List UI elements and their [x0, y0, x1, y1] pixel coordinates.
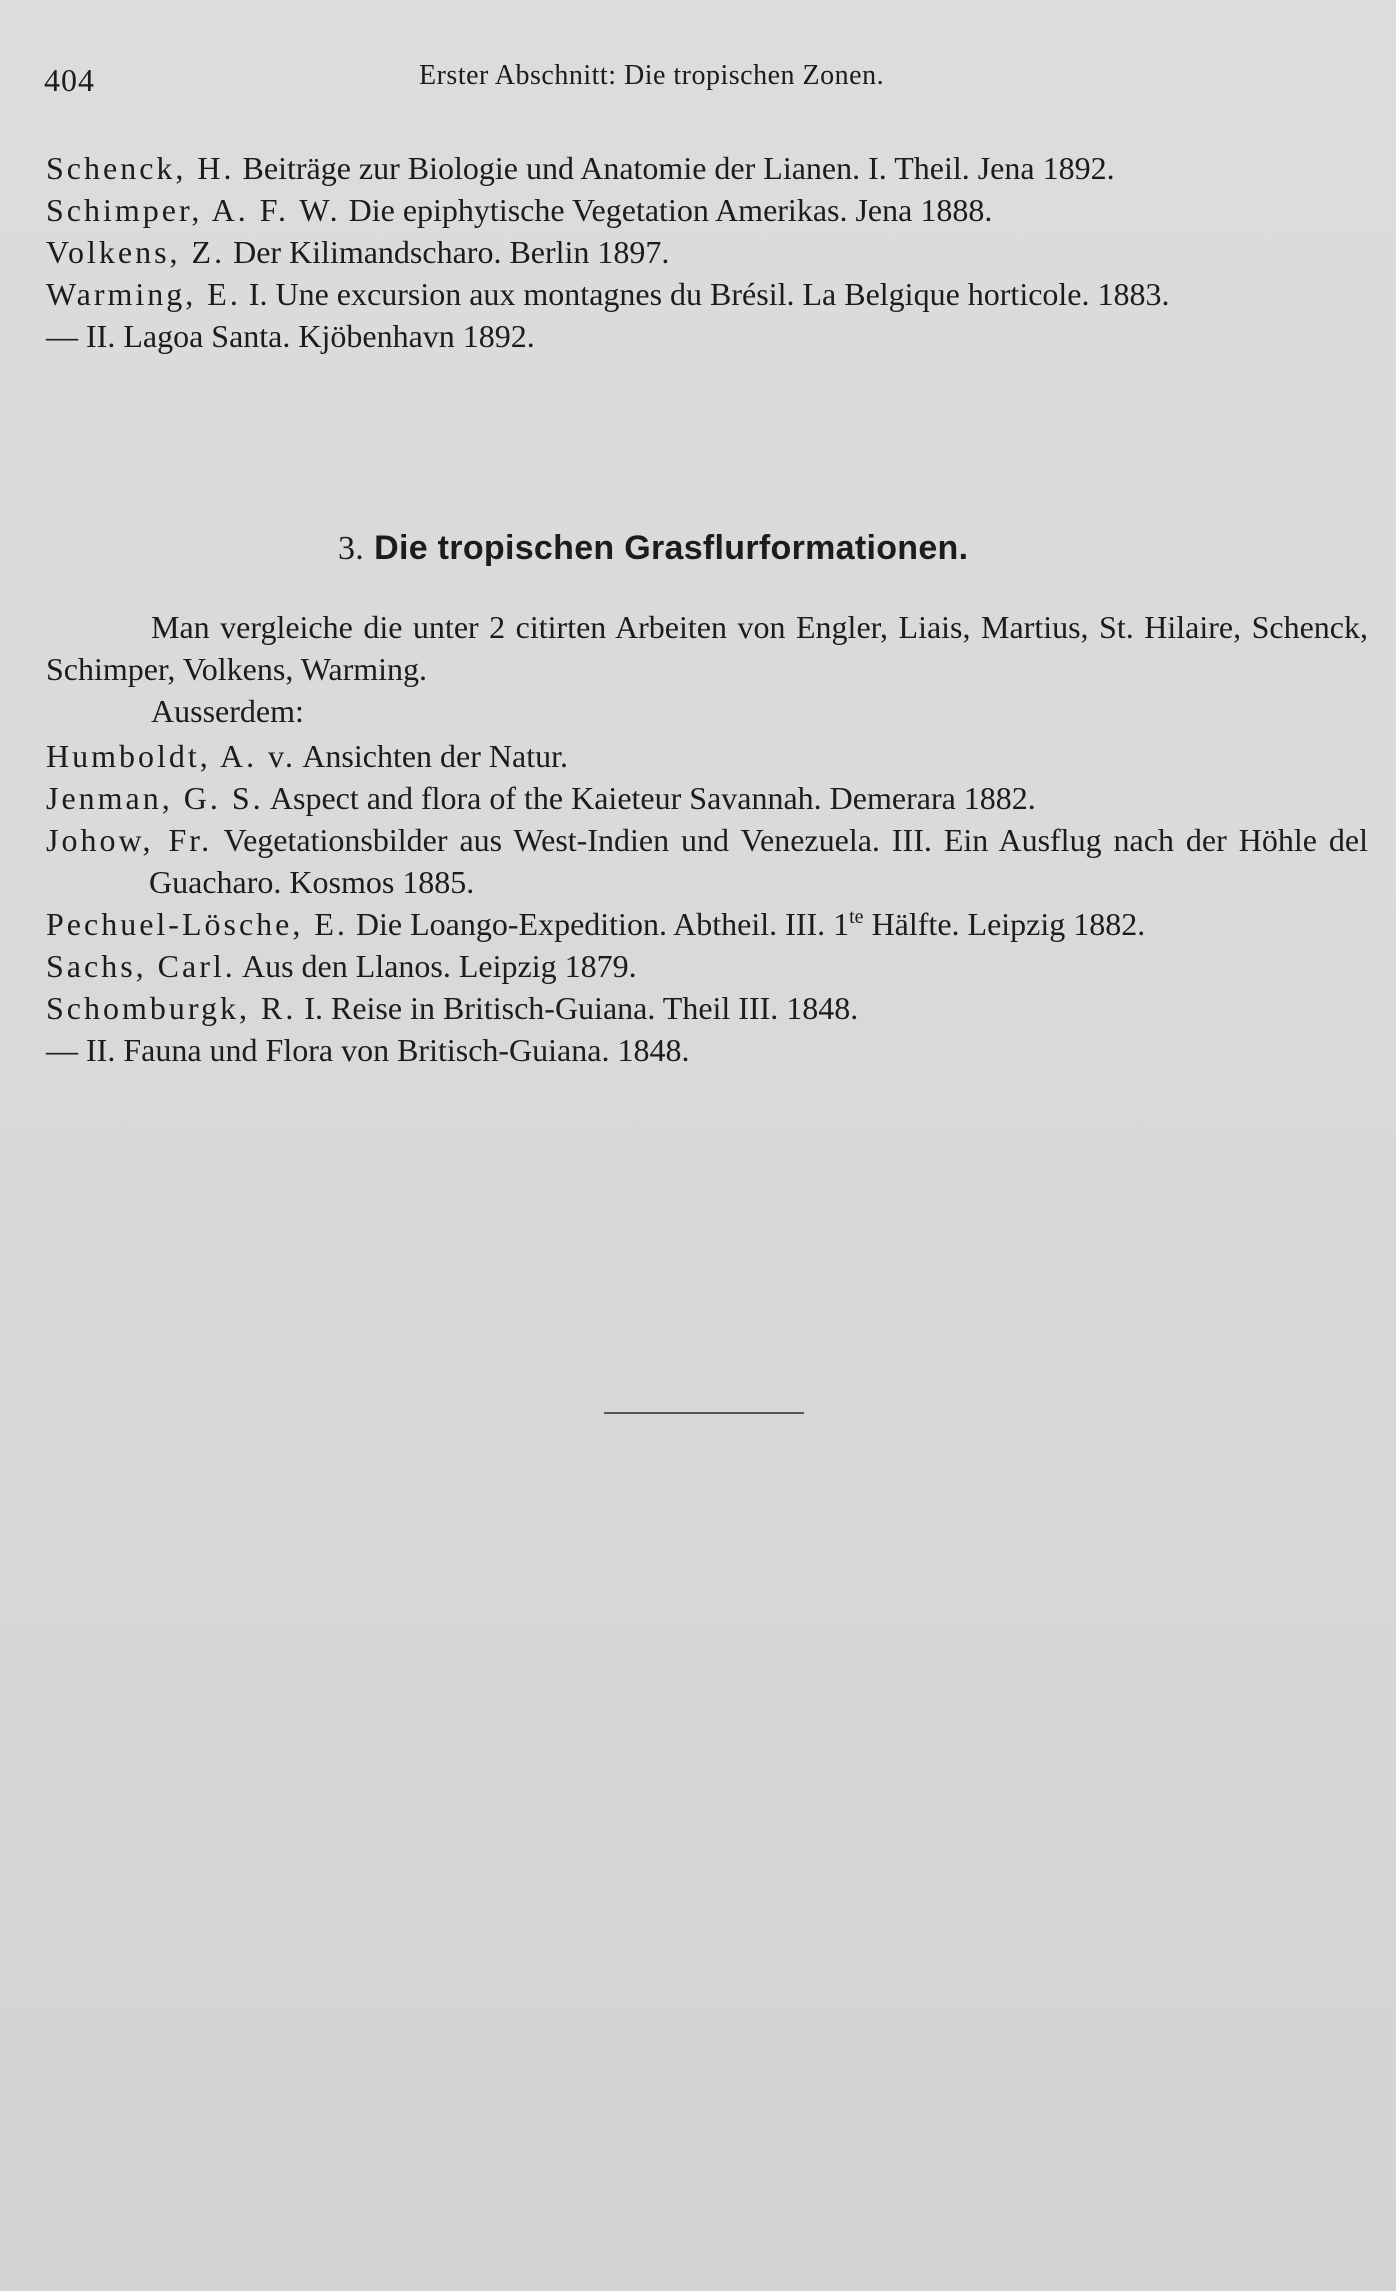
entry-author: Pechuel-Lösche, E.	[46, 906, 348, 942]
entry-author: Jenman, G. S.	[46, 780, 264, 816]
superscript: te	[849, 906, 864, 928]
entry-author: Johow, Fr.	[46, 822, 213, 858]
section-intro	[46, 606, 1368, 732]
entry-text: Aspect and flora of the Kaieteur Savannah. Demerara 1882.	[269, 780, 1036, 816]
entry-text: Beiträge zur Biologie und Anatomie der Lianen. I. Theil. Jena 1892.	[242, 150, 1115, 186]
bibliography-entry	[46, 735, 1368, 777]
bibliography-entry	[46, 147, 1368, 189]
entry-text: II. Lagoa Santa. Kjöbenhavn 1892.	[86, 318, 535, 354]
section-heading	[338, 529, 968, 568]
bibliography-entry	[46, 1029, 1368, 1071]
bibliography-list-1	[46, 147, 1368, 357]
entry-text: II. Fauna und Flora von Britisch-Guiana. 1848.	[86, 1032, 690, 1068]
entry-text: Die epiphytische Vegetation Amerikas. Jena 1888.	[348, 192, 993, 228]
entry-text: Aus den Llanos. Leipzig 1879.	[241, 948, 637, 984]
entry-author: Sachs, Carl.	[46, 948, 236, 984]
entry-author: Schenck, H.	[46, 150, 235, 186]
entry-text: Die Loango-Expedition. Abtheil. III. 1	[355, 906, 850, 942]
entry-author: Schomburgk, R.	[46, 990, 297, 1026]
bibliography-entry	[46, 945, 1368, 987]
entry-text: Der Kilimandscharo. Berlin 1897.	[233, 234, 670, 270]
entry-author: Humboldt, A. v.	[46, 738, 297, 774]
bibliography-entry	[46, 273, 1368, 315]
entry-text-continued: Hälfte. Leipzig 1882.	[863, 906, 1146, 942]
entry-text: I. Reise in Britisch-Guiana. Theil III. 1848.	[304, 990, 859, 1026]
section-title: Die tropischen Grasflurformationen.	[374, 529, 969, 567]
bibliography-entry	[46, 231, 1368, 273]
running-head: Erster Abschnitt: Die tropischen Zonen.	[419, 60, 885, 91]
section-number: 3.	[338, 530, 365, 567]
page-number: 404	[44, 62, 95, 98]
entry-author: Schimper, A. F. W.	[46, 192, 341, 228]
bibliography-entry	[46, 819, 1368, 903]
entry-author: Volkens, Z.	[46, 234, 226, 270]
bibliography-entry	[46, 903, 1368, 945]
entry-author: Warming, E.	[46, 276, 241, 312]
bibliography-entry	[46, 777, 1368, 819]
bibliography-list-2	[46, 735, 1368, 1071]
entry-text: I. Une excursion aux montagnes du Brésil. La Belgique horticole. 1883.	[248, 276, 1170, 312]
bibliography-entry	[46, 315, 1368, 357]
end-rule	[604, 1412, 804, 1414]
entry-dash: —	[46, 1032, 78, 1068]
intro-paragraph: Man vergleiche die unter 2 citirten Arbeiten von Engler, Liais, Martius, St. Hilaire, Schenck, Schimper, Volkens, Warming.	[46, 609, 1368, 687]
entry-dash: —	[46, 318, 78, 354]
ausserdem-label: Ausserdem:	[151, 693, 304, 729]
bibliography-entry	[46, 987, 1368, 1029]
entry-text: Ansichten der Natur.	[302, 738, 568, 774]
page-header	[44, 58, 1360, 98]
bibliography-entry	[46, 189, 1368, 231]
entry-text: Vegetationsbilder aus West-Indien und Venezuela. III. Ein Ausflug nach der Höhle del Guacharo. Kosmos 1885.	[149, 822, 1368, 900]
